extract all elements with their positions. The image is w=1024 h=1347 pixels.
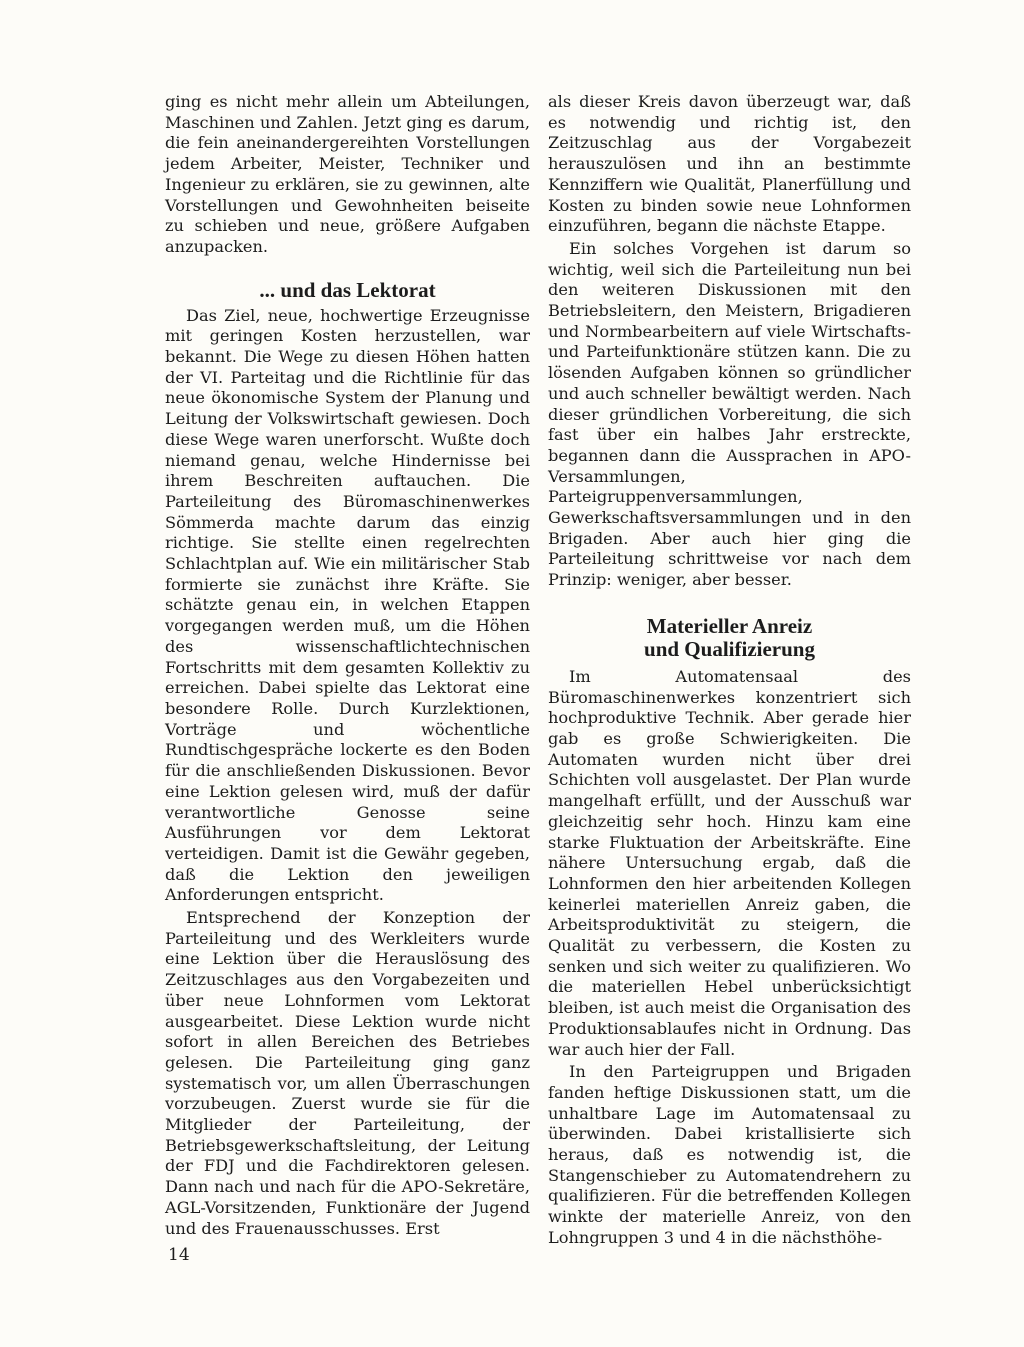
page-number: 14 [168, 1245, 190, 1265]
right-column [548, 92, 911, 1251]
section-heading-lektorat: ... und das Lektorat [259, 277, 436, 302]
left-paragraph-1: Das Ziel, neue, hochwertige Erzeugnisse mit geringen Kosten herzustellen, war bekannt. Die Wege zu diesen Höhen hatten der VI. Parteitag und die Richtlinie für das neue ökonomische System der Planung und Leitung der Volkswirtschaft gewiesen. Doch diese Wege waren unerforscht. Wußte doch niemand genau, welche Hindernisse bei ihrem Beschreiten auftauchen. Die Parteileitung des Büromaschinenwerkes Sömmerda machte darum das einzig richtige. Sie stellte einen regelrechten Schlachtplan auf. Wie ein militärischer Stab formierte sie zunächst ihre Kräfte. Sie schätzte genau ein, in welchen Etappen vorgegangen werden muß, um die Höhen des wissenschaftlichtechnischen Fortschritts mit dem gesamten Kollektiv zu erreichen. Dabei spielte das Lektorat eine besondere Rolle. Durch Kurzlektionen, Vorträge und wöchentliche Rundtischgespräche lockerte es den Boden für die anschließenden Diskussionen. Bevor eine Lektion gelesen wird, muß der dafür verantwortliche Genosse seine Ausführungen vor dem Lektorat verteidigen. Damit ist die Gewähr gegeben, daß die Lektion den jeweiligen Anforderungen entspricht. [165, 305, 530, 905]
right-paragraph-3: Im Automatensaal des Büromaschinenwerkes konzentriert sich hochproduktive Technik. Aber gerade hier gab es große Schwierigkeiten. Die Automaten wurden nicht über drei Schichten voll ausgelastet. Der Plan wurde mangelhaft erfüllt, und der Ausschuß war gleichzeitig sehr hoch. Hinzu kam eine starke Fluktuation der Arbeitskräfte. Eine nähere Untersuchung ergab, daß die Lohnformen den hier arbeitenden Kollegen keinerlei materiellen Anreiz gaben, die Arbeitsproduktivität zu steigern, die Qualität zu verbessern, die Kosten zu senken und sich weiter zu qualifizieren. Wo die materiellen Hebel unberücksichtigt bleiben, ist auch meist die Organisation des Produktionsablaufes nicht in Ordnung. Das war auch hier der Fall. [548, 666, 911, 1059]
left-paragraph-2: Entsprechend der Konzeption der Parteileitung und des Werkleiters wurde eine Lektion über die Herauslösung des Zeitzuschlages aus den Vorgabezeiten und über neue Lohnformen vom Lektorat ausgearbeitet. Diese Lektion wurde nicht sofort in allen Bereichen des Betriebes gelesen. Die Parteileitung ging ganz systematisch vor, um allen Überraschungen vorzubeugen. Zuerst wurde sie für die Mitglieder der Parteileitung, der Betriebsgewerkschaftsleitung, der Leitung der FDJ und die Fachdirektoren gelesen. Dann nach und nach für die APO-Sekretäre, AGL-Vorsitzenden, Funktionäre der Jugend und des Frauenausschusses. Erst [165, 908, 530, 1238]
right-paragraph-2: Ein solches Vorgehen ist darum so wichtig, weil sich die Parteileitung nun bei den weiteren Diskussionen mit den Betriebsleitern, den Meistern, Brigadieren und Normbearbeitern auf viele Wirtschafts- und Parteifunktionäre stützen kann. Die zu lösenden Aufgaben können so gründlicher und auch schneller bewältigt werden. Nach dieser gründlichen Vorbereitung, die sich fast über ein halbes Jahr erstreckte, begannen dann die Aussprachen in APO-Versammlungen, Parteigruppenversammlungen, Gewerkschaftsversammlungen und in den Brigaden. Aber auch hier ging die Parteileitung schrittweise vor nach dem Prinzip: weniger, aber besser. [548, 238, 911, 590]
left-intro-paragraph: ging es nicht mehr allein um Abteilungen, Maschinen und Zahlen. Jetzt ging es darum, die fein aneinandergereihten Vorstellungen jedem Arbeiter, Meister, Techniker und Ingenieur zu erklären, sie zu gewinnen, alte Vorstellungen und Gewohnheiten beiseite zu schieben und neue, größere Aufgaben anzupacken. [165, 92, 530, 256]
section-heading-anreiz-line1: Materieller Anreiz [646, 613, 813, 638]
left-column [165, 92, 530, 1241]
right-paragraph-4: In den Parteigruppen und Brigaden fanden heftige Diskussionen statt, um die unhaltbare Lage im Automatensaal zu überwinden. Dabei kristallisierte sich heraus, daß es notwendig ist, die Stangenschieber zu Automatendrehern zu qualifizieren. Für die betreffenden Kollegen winkte der materielle Anreiz, von den Lohngruppen 3 und 4 in die nächsthöhe- [548, 1062, 911, 1247]
right-paragraph-1: als dieser Kreis davon überzeugt war, daß es notwendig und richtig ist, den Zeitzuschlag aus der Vorgabezeit herauszulösen und ihn an bestimmte Kennziffern wie Qualität, Planerfüllung und Kosten zu binden sowie neue Lohnformen einzuführen, begann die nächste Etappe. [548, 92, 911, 236]
section-heading-anreiz-line2: und Qualifizierung [644, 636, 815, 661]
section-heading-anreiz [548, 615, 911, 661]
